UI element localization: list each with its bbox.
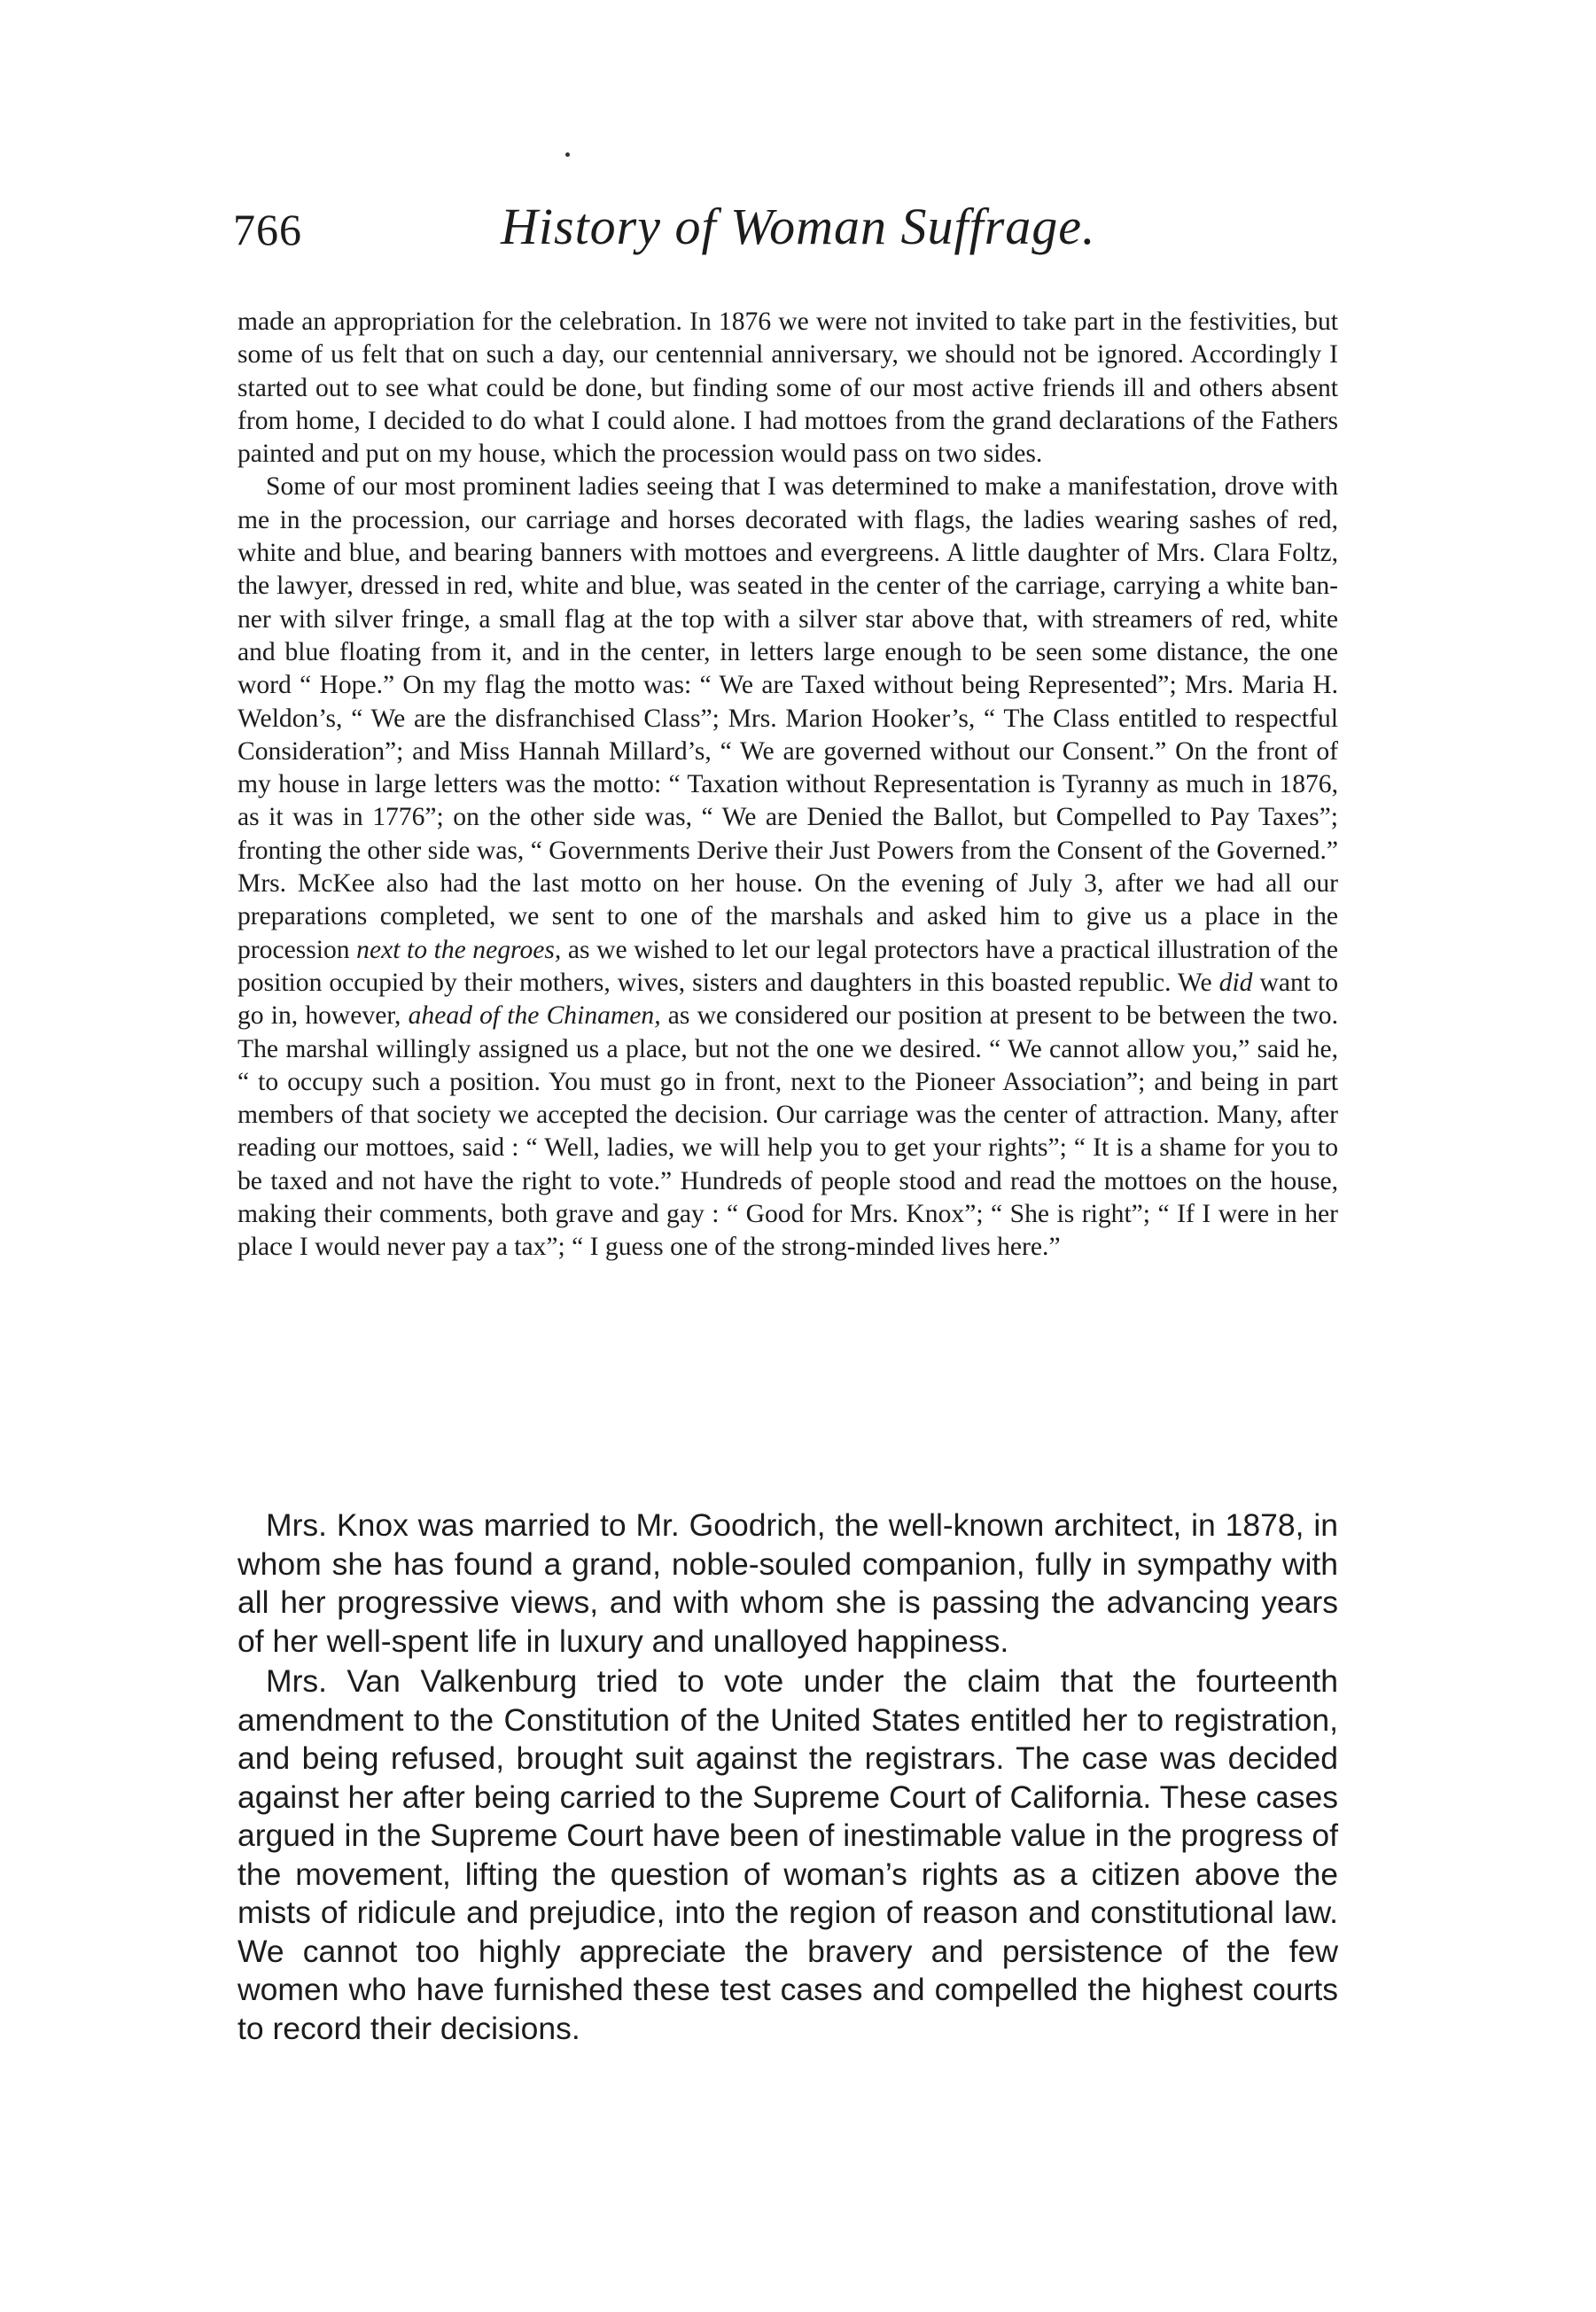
quote-text-2c: as we considered our position at present to be between the two. The marshal willingly assigned us a place, but not the one we desired. “ We cannot allow you,” said he, “ to occupy such a position. You must go in front, next to the Pioneer Association”; and being in part members of that society we accepted the decision. Our carriage was the center of attraction. Many, after reading our mottoes, said : “ Well, ladies, we will help you to get your rights”; “ It is a shame for you to be taxed and not have the right to vote.” Hundreds of people stood and read the mottoes on the house, making their comments, both grave and gay : “ Good for Mrs. Knox”; “ She is right”; “ If I were in her place I would never pay a tax”; “ I guess one of the strong-minded lives here.” xyxy=(237,1001,1338,1262)
quoted-letter xyxy=(237,306,1338,1265)
main-paragraph-2: Mrs. Van Valkenburg tried to vote under the claim that the fourteenth amendment to the Constitution of the United States entitled her to registration, and being refused, brought suit against the registrars. The case was decided against her after being carried to the Supreme Court of California. These cases argued in the Supreme Court have been of inestimable value in the progress of the movement, lifting the question of woman’s rights as a citizen above the mists of ridicule and prejudice, into the region of reason and constitutional law. We cannot too highly appreciate the bravery and persistence of the few women who have furnished these test cases and compelled the highest courts to record their decisions. xyxy=(237,1663,1338,2046)
page-header xyxy=(0,186,1596,275)
running-title: History of Woman Suffrage. xyxy=(501,198,1096,255)
quote-paragraph-2 xyxy=(237,471,1338,1264)
main-paragraph-1: Mrs. Knox was married to Mr. Goodrich, the well-known architect, in 1878, in whom she has found a grand, noble-souled companion, fully in sympathy with all her progressive views, and with whom she is passing the advancing years of her well-spent life in luxury and unalloyed happiness. xyxy=(237,1507,1338,1659)
main-text xyxy=(237,1506,1338,2050)
italic-phrase-negroes: next to the negroes, xyxy=(356,935,562,964)
quote-paragraph-2-text: Some of our most prominent ladies seeing that I was determined to make a manifestation, drove with me in the procession, our carriage and horses decorated with flags, the ladies wearing sashes of red, white and blue, and bearing banners with mottoes and evergreens. A little daughter of Mrs. Clara Foltz, the lawyer, dressed in red, white and blue, was seated in the center of the carriage, carrying a white banner with silver fringe, a small flag at the top with a silver star above that, with streamers of red, white and blue floating from it, and in the center, in letters large enough to be seen some distance, the one word “ Hope.” On my flag the motto was: “ We are Taxed without being Represented”; Mrs. Maria H. Weldon’s, “ We are the disfranchised Class”; Mrs. Marion Hooker’s, “ The Class entitled to respectful Consideration”; and Miss Hannah Millard’s, “ We are governed without our Consent.” On the front of my house in large letters was the motto: “ Taxation without Representation is Tyranny as much in 1876, as it was in 1776”; on the other side was, “ We are Denied the Ballot, but Compelled to Pay Taxes”; fronting the other side was, “ Governments Derive their Just Powers from the Consent of the Governed.” Mrs. McKee also had the last motto on her house. On the evening of July 3, after we had all our preparations completed, we sent to one of the marshals and asked him to give us a place in the procession xyxy=(237,472,1338,964)
italic-phrase-chinamen: ahead of the Chinamen, xyxy=(408,1001,661,1031)
quote-paragraph-1: made an appropriation for the celebration. In 1876 we were not invited to take part in the festivities, but some of us felt that on such a day, our centennial anniversary, we should not be ignored. Accordingly I started out to see what could be done, but finding some of our most active friends ill and others absent from home, I decided to do what I could alone. I had mottoes from the grand declarations of the Fathers painted and put on my house, which the procession would pass on two sides. xyxy=(237,307,1338,469)
page-number: 766 xyxy=(233,205,302,254)
quote-text-2b: want to go in, however, xyxy=(237,968,1339,1031)
italic-word-did: did xyxy=(1218,968,1253,997)
ink-speck xyxy=(565,152,570,157)
quote-text-2a: as we wished to let our legal protectors have a practical illustration of the position occupied by their mothers, wives, sisters and daughters in this boasted republic. We xyxy=(237,935,1338,997)
